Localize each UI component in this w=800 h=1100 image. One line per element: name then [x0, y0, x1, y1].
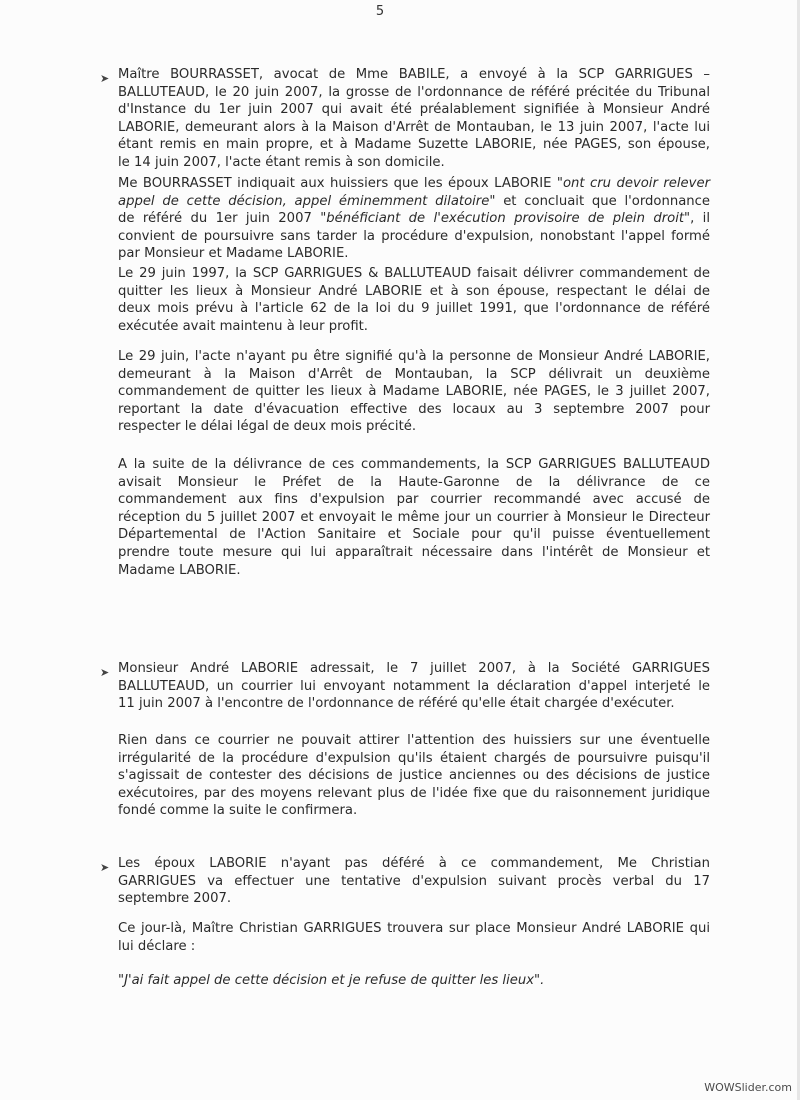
text-line: deux mois prévu à l'article 62 de la loi du 9 juillet 1991, que l'ordonnance de référé — [118, 301, 710, 317]
text-line: réception du 5 juillet 2007 et envoyait le même jour un courrier à Monsieur le Directeur — [118, 509, 710, 525]
text-line: Monsieur André LABORIE adressait, le 7 juillet 2007, à la Société GARRIGUES — [118, 661, 710, 676]
text-line: Les époux LABORIE n'ayant pas déféré à ce commandement, Me Christian — [118, 856, 710, 871]
text-line: avisait Monsieur le Préfet de la Haute-Garonne de la délivrance de ce — [118, 474, 710, 490]
text-line: commandement de quitter les lieux à Madame LABORIE, née PAGES, le 3 juillet 2007, — [118, 384, 710, 400]
text-line: prendre toute mesure qui lui apparaîtrait nécessaire dans l'intérêt de Monsieur et — [118, 544, 710, 560]
paragraph-2 — [118, 175, 710, 263]
paragraph-9 — [118, 920, 710, 955]
quote-run: "bénéficiant de l'exécution provisoire de plein droit" — [320, 211, 691, 227]
text-run: de référé du 1er juin 2007 — [118, 211, 321, 227]
text-line: lui déclare : — [118, 938, 196, 954]
text-line: BALLUTEAUD, un courrier lui envoyant notamment la déclaration d'appel interjeté le — [118, 678, 710, 694]
text-line: fondé comme la suite le confirmera. — [118, 803, 358, 819]
text-run: Me BOURRASSET indiquait aux huissiers que les époux LABORIE — [118, 176, 557, 191]
text-line: commandement aux fins d'expulsion par courrier recommandé avec accusé de — [118, 492, 710, 508]
text-line: convient de poursuivre sans tarder la procédure d'expulsion, nonobstant l'appel formé — [118, 228, 710, 244]
paragraph-10-quote — [118, 972, 710, 990]
text-line: s'agissait de contester des décisions de justice anciennes ou des décisions de justice — [118, 768, 710, 784]
text-line: Maître BOURRASSET, avocat de Mme BABILE, a envoyé à la SCP GARRIGUES – — [118, 67, 710, 82]
paragraph-1 — [118, 66, 710, 172]
text-line: le 14 juin 2007, l'acte étant remis à son domicile. — [118, 154, 445, 170]
text-line: respecter le délai légal de deux mois précité. — [118, 419, 417, 435]
text-line: Départemental de l'Action Sanitaire et Sociale pour qu'il puisse éventuellement — [118, 527, 710, 543]
text-line: 11 juin 2007 à l'encontre de l'ordonnance de référé qu'elle était chargée d'exécuter. — [118, 696, 675, 712]
text-line: d'Instance du 1er juin 2007 qui avait été préalablement signifiée à Monsieur André — [118, 102, 710, 118]
text-line: Le 29 juin 1997, la SCP GARRIGUES & BALLUTEAUD faisait délivrer commandement de — [118, 266, 710, 281]
quote-line: "J'ai fait appel de cette décision et je refuse de quitter les lieux". — [118, 973, 545, 988]
text-run: et concluait que l'ordonnance — [495, 193, 711, 209]
text-line: demeurant à la Maison d'Arrêt de Montauban, la SCP délivrait un deuxième — [118, 366, 710, 382]
text-line: exécutée avait maintenu à leur profit. — [118, 318, 368, 334]
text-line: Madame LABORIE. — [118, 562, 241, 578]
bullet-arrow-icon: ➤ — [100, 666, 110, 679]
quote-run: appel de cette décision, appel éminemment dilatoire" — [118, 193, 496, 209]
text-line: septembre 2007. — [118, 891, 232, 907]
paragraph-4 — [118, 348, 710, 436]
text-line: par Monsieur et Madame LABORIE. — [118, 246, 349, 262]
text-line: GARRIGUES va effectuer une tentative d'expulsion suivant procès verbal du 17 — [118, 873, 710, 889]
text-line — [118, 193, 710, 211]
text-line: exécutoires, par des moyens relevant plus de l'idée fixe que du raisonnement juridique — [118, 785, 710, 801]
paragraph-5 — [118, 456, 710, 579]
text-line: A la suite de la délivrance de ces commandements, la SCP GARRIGUES BALLUTEAUD — [118, 457, 710, 472]
text-line — [118, 175, 710, 193]
paragraph-6 — [118, 660, 710, 713]
text-line: quitter les lieux à Monsieur André LABORIE et à son épouse, respectant le délai de — [118, 283, 710, 299]
text-line: étant remis en main propre, et à Madame Suzette LABORIE, née PAGES, son épouse, — [118, 137, 710, 153]
bullet-arrow-icon: ➤ — [100, 861, 110, 874]
quote-run: "ont cru devoir relever — [556, 176, 710, 191]
paragraph-8 — [118, 855, 710, 908]
paragraph-7 — [118, 732, 710, 820]
text-line: irrégularité de la procédure d'expulsion qu'ils étaient chargés de poursuivre puisqu'il — [118, 750, 710, 766]
text-line: Rien dans ce courrier ne pouvait attirer l'attention des huissiers sur une éventuelle — [118, 733, 710, 748]
text-line: BALLUTEAUD, le 20 juin 2007, la grosse de l'ordonnance de référé précitée du Tribunal — [118, 84, 710, 100]
page-number: 5 — [375, 4, 385, 19]
text-line: Ce jour-là, Maître Christian GARRIGUES trouvera sur place Monsieur André LABORIE qui — [118, 921, 710, 936]
text-run: , il — [690, 211, 710, 227]
bullet-arrow-icon: ➤ — [100, 72, 110, 85]
paragraph-3 — [118, 265, 710, 335]
text-line: LABORIE, demeurant alors à la Maison d'Arrêt de Montauban, le 13 juin 2007, l'acte lui — [118, 119, 710, 135]
text-line: Le 29 juin, l'acte n'ayant pu être signifié qu'à la personne de Monsieur André LABORIE, — [118, 349, 710, 364]
text-line: reportant la date d'évacuation effective des locaux au 3 septembre 2007 pour — [118, 401, 710, 417]
watermark: WOWSlider.com — [704, 1081, 792, 1094]
text-line — [118, 210, 710, 228]
